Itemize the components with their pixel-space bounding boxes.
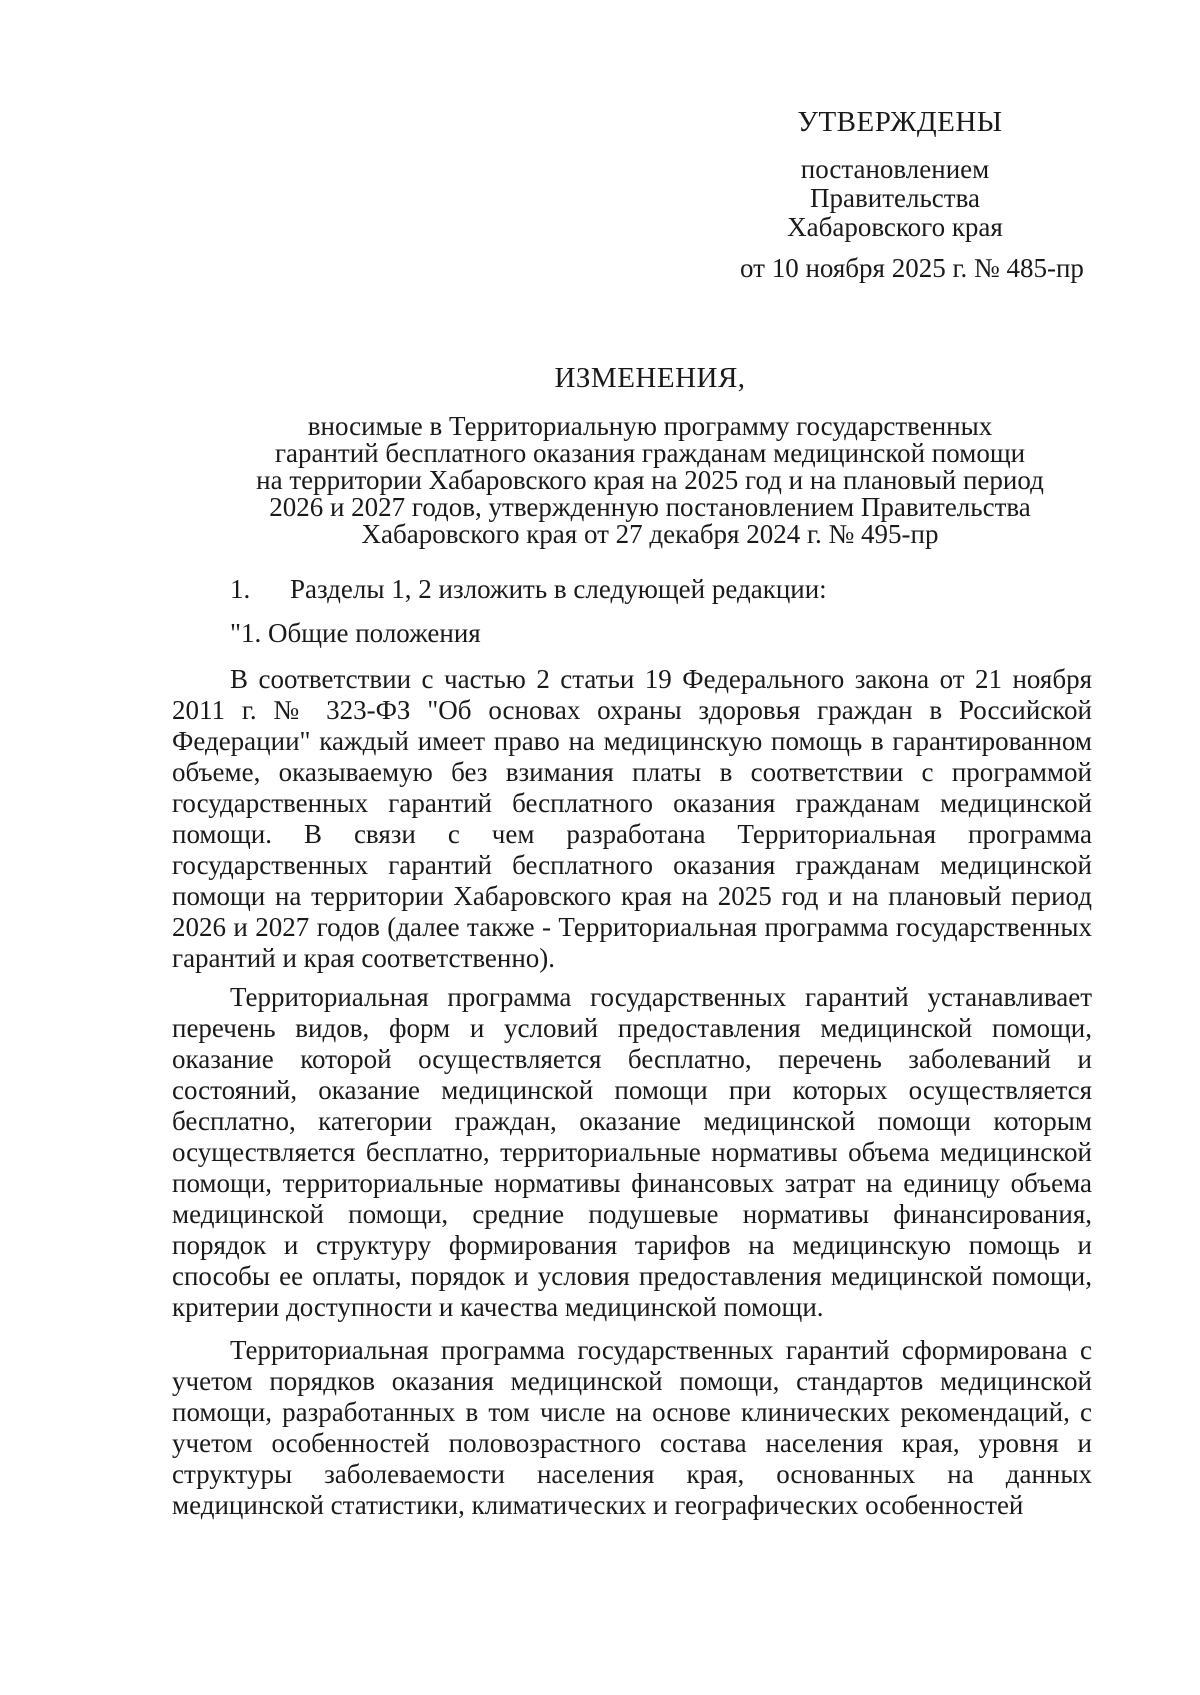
- subtitle-line: Хабаровского края от 27 декабря 2024 г. № 495-пр: [361, 519, 939, 549]
- approval-date: от 10 ноября 2025 г. № 485-пр: [740, 253, 1084, 283]
- approval-stamp: [730, 106, 1084, 283]
- title-heading: ИЗМЕНЕНИЯ,: [554, 362, 746, 394]
- list-item: [230, 572, 1092, 606]
- approval-line: Правительства: [810, 183, 980, 213]
- subtitle-line: 2026 и 2027 годов, утвержденную постановлением Правительства: [269, 492, 1031, 522]
- title-subtitle: [230, 413, 1070, 548]
- subtitle-line: на территории Хабаровского края на 2025 год и на плановый период: [256, 465, 1044, 495]
- subtitle-line: гарантий бесплатного оказания гражданам медицинской помощи: [274, 438, 1026, 468]
- item-text: Разделы 1, 2 изложить в следующей редакции:: [290, 574, 827, 604]
- section-heading: "1. Общие положения: [230, 618, 481, 648]
- approval-line: постановлением: [800, 154, 990, 184]
- item-number: 1.: [230, 574, 251, 604]
- document-title: [230, 362, 1070, 548]
- body-paragraph: Территориальная программа государственных гарантий сформирована с учетом порядков оказания медицинской помощи, стандартов медицинской помощи, разработанных в том числе на основе клинических рекомендаций, с учетом особенностей половозрастного состава населения края, уровня и структуры заболеваемости населения края, основанных на данных медицинской статистики, климатических и географических особенностей: [172, 1335, 1092, 1520]
- approval-line: Хабаровского края: [787, 212, 1003, 242]
- body-paragraph: В соответствии с частью 2 статьи 19 Федерального закона от 21 ноября 2011 г. № 323-ФЗ "Об основах охраны здоровья граждан в Российской Федерации" каждый имеет право на медицинскую помощь в гарантированном объеме, оказываемую без взимания платы в соответствии с программой государственных гарантий бесплатного оказания гражданам медицинской помощи. В связи с чем разработана Территориальная программа государственных гарантий бесплатного оказания гражданам медицинской помощи на территории Хабаровского края на 2025 год и на плановый период 2026 и 2027 годов (далее также - Территориальная программа государственных гарантий и края соответственно).: [172, 664, 1092, 973]
- approval-title: УТВЕРЖДЕНЫ: [797, 106, 1003, 138]
- subtitle-line: вносимые в Территориальную программу государственных: [307, 411, 993, 441]
- body-paragraph: Территориальная программа государственных гарантий устанавливает перечень видов, форм и условий предоставления медицинской помощи, оказание которой осуществляется бесплатно, перечень заболеваний и состояний, оказание медицинской помощи при которых осуществляется бесплатно, категории граждан, оказание медицинской помощи которым осуществляется бесплатно, территориальные нормативы объема медицинской помощи, территориальные нормативы финансовых затрат на единицу объема медицинской помощи, средние подушевые нормативы финансирования, порядок и структуру формирования тарифов на медицинскую помощь и способы ее оплаты, порядок и условия предоставления медицинской помощи, критерии доступности и качества медицинской помощи.: [172, 982, 1092, 1322]
- document-body: [172, 572, 1092, 1521]
